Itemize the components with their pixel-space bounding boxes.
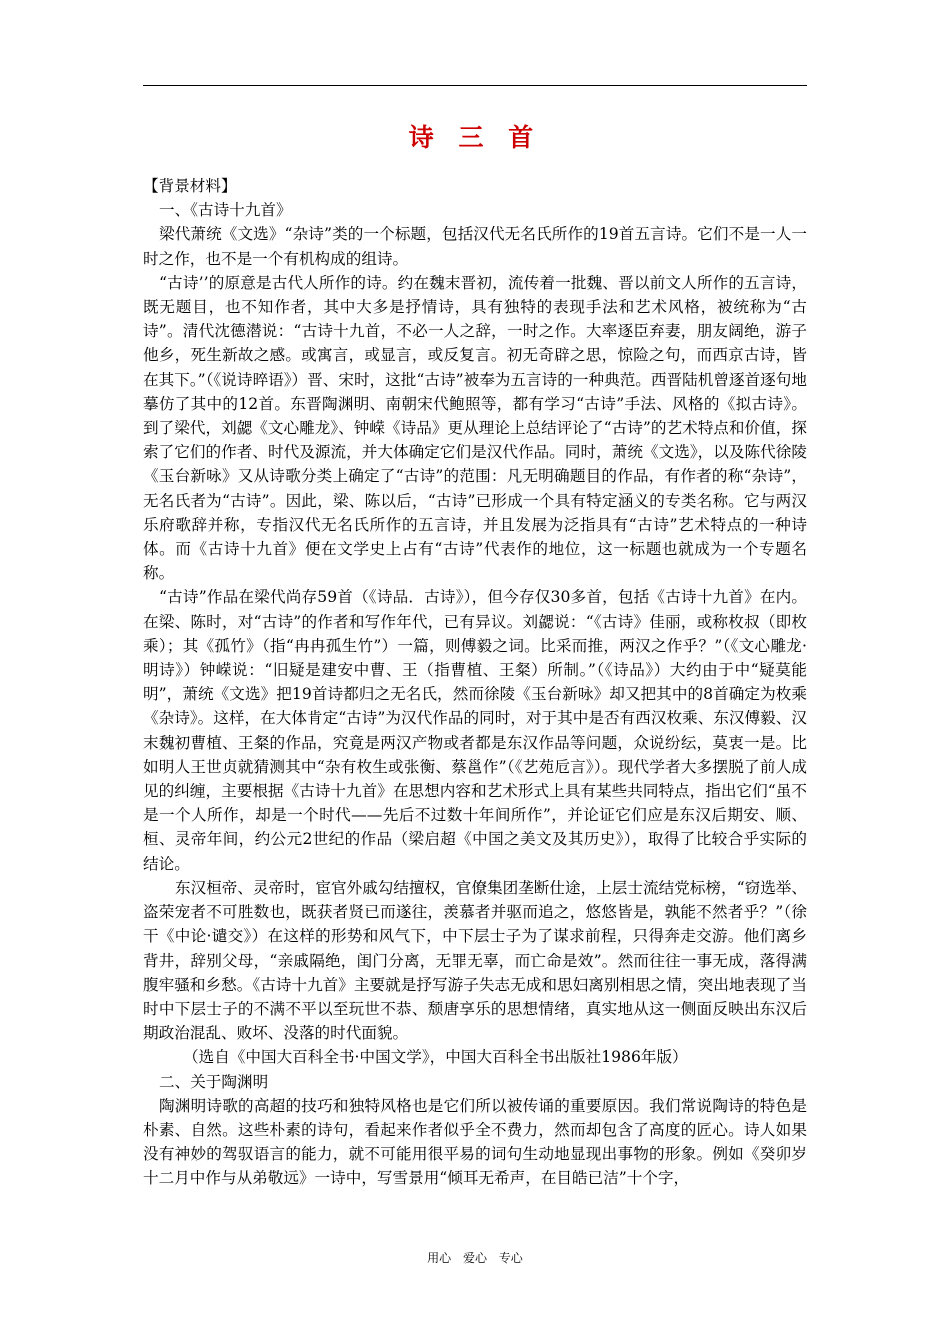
section-2-title: 二、关于陶渊明	[159, 1072, 269, 1091]
background-heading: 【背景材料】	[143, 177, 237, 195]
page-footer: 用心 爱心 专心	[427, 1251, 523, 1265]
paragraph-4: 东汉桓帝、灵帝时，宦官外戚勾结擅权，官僚集团垄断仕途，上层士流结党标榜，“窃选举、盗荣宠者不可胜数也，既获者贤已而遂往，羡慕者并驱而追之，悠悠皆是，孰能不然者乎？”（徐干《中论·谴交》）在这样的形势和风气下，中下层士子为了谋求前程，只得奔走交游。他们离乡背井，辞别父母，“亲戚隔绝，闺门分离，无罪无辜，而亡命是效”。然而往往一事无成，落得满腹牢骚和乡愁。《古诗十九首》主要就是抒写游子失志无成和思妇离别相思之情，突出地表现了当时中下层士子的不满不平以至玩世不恭、颓唐享乐的思想情绪，真实地从这一侧面反映出东汉后期政治混乱、败坏、没落的时代面貌。	[143, 878, 807, 1043]
document-body	[143, 174, 807, 1191]
source-citation: （选自《中国大百科全书·中国文学》，中国大百科全书出版社1986年版）	[183, 1048, 688, 1067]
paragraph-2: “古诗’’的原意是古代人所作的诗。约在魏末晋初，流传着一批魏、晋以前文人所作的五言诗，既无题目，也不知作者，其中大多是抒情诗，具有独特的表现手法和艺术风格，被统称为“古诗”。清代沈德潜说：“古诗十九首，不必一人之辞，一时之作。大率逐臣弃妻，朋友阔绝，游子他乡，死生新故之感。或寓言，或显言，或反复言。初无奇辟之思，惊险之句，而西京古诗，皆在其下。”（《说诗晬语》）晋、宋时，这批“古诗”被奉为五言诗的一种典范。西晋陆机曾逐首逐句地摹仿了其中的12首。东晋陶渊明、南朝宋代鲍照等，都有学习“古诗”手法、风格的《拟古诗》。到了梁代，刘勰《文心雕龙》、钟嵘《诗品》更从理论上总结评论了“古诗”的艺术特点和价值，探索了它们的作者、时代及源流，并大体确定它们是汉代作品。同时，萧统《文选》，以及陈代徐陵《玉台新咏》又从诗歌分类上确定了“古诗”的范围：凡无明确题目的作品，有作者的称“杂诗”，无名氏者为“古诗”。因此，梁、陈以后，“古诗”已形成一个具有特定涵义的专类名称。它与两汉乐府歌辞并称，专指汉代无名氏所作的五言诗，并且发展为泛指具有“古诗”艺术特点的一种诗体。而《古诗十九首》便在文学史上占有“古诗”代表作的地位，这一标题也就成为一个专题名称。	[143, 273, 807, 583]
header-rule	[143, 85, 807, 86]
document-title: 诗 三 首	[408, 123, 542, 152]
section-1-title: 一、《古诗十九首》	[159, 201, 292, 220]
section-2-paragraph: 陶渊明诗歌的高超的技巧和独特风格也是它们所以被传诵的重要原因。我们常说陶诗的特色是朴素、自然。这些朴素的诗句，看起来作者似乎全不费力，然而却包含了高度的匠心。诗人如果没有神妙的驾驭语言的能力，就不可能用很平易的词句生动地显现出事物的形象。例如《癸卯岁十二月中作与从弟敬远》一诗中，写雪景用“倾耳无希声，在目皓已洁”十个字，	[143, 1096, 807, 1188]
paragraph-1: 梁代萧统《文选》“杂诗”类的一个标题，包括汉代无名氏所作的19首五言诗。它们不是一人一时之作，也不是一个有机构成的组诗。	[143, 225, 807, 268]
paragraph-3: “古诗”作品在梁代尚存59首（《诗品．古诗》），但今存仅30多首，包括《古诗十九首》在内。在梁、陈时，对“古诗”的作者和写作年代，已有异议。刘勰说：“《古诗》佳丽，或称枚叔（即枚乘）；其《孤竹》（指“冉冉孤生竹”）一篇，则傅毅之词。比采而推，两汉之作乎？”（《文心雕龙·明诗》）钟嵘说：“旧疑是建安中曹、王（指曹植、王粲）所制。”（《诗品》）大约由于中“疑莫能明”，萧统《文选》把19首诗都归之无名氏，然而徐陵《玉台新咏》却又把其中的8首确定为枚乘《杂诗》。这样，在大体肯定“古诗”为汉代作品的同时，对于其中是否有西汉枚乘、东汉傅毅、汉末魏初曹植、王粲的作品，究竟是两汉产物或者都是东汉作品等问题，众说纷纭，莫衷一是。比如明人王世贞就猜测其中“杂有枚生或张衡、蔡邕作”（《艺苑卮言》）。现代学者大多摆脱了前人成见的纠缠，主要根据《古诗十九首》在思想内容和艺术形式上具有某些共同特点，指出它们“虽不是一个人所作，却是一个时代——先后不过数十年间所作”，并论证它们应是东汉后期安、顺、桓、灵帝年间，约公元2世纪的作品（梁启超《中国之美文及其历史》），取得了比较合乎实际的结论。	[143, 588, 807, 873]
